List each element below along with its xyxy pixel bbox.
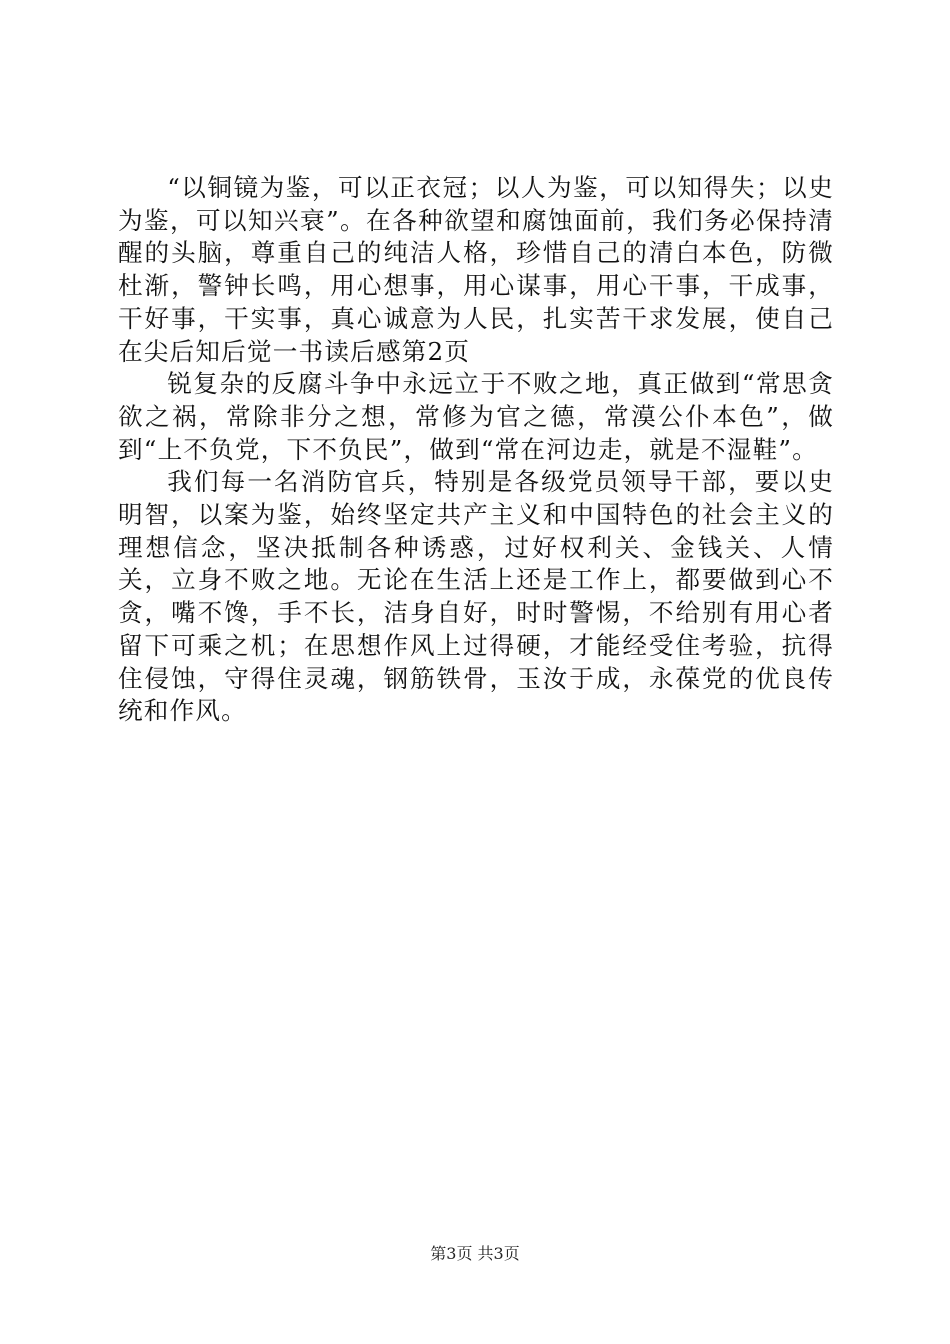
paragraph-1: “以铜镜为鉴，可以正衣冠；以人为鉴，可以知得失；以史为鉴，可以知兴衰”。在各种欲望和腐蚀面前，我们务必保持清醒的头脑，尊重自己的纯洁人格，珍惜自己的清白本色，防微杜渐，警钟长鸣，用心想事，用心谋事，用心干事，干成事，干好事，干实事，真心诚意为人民，扎实苦干求发展，使自己在尖后知后觉一书读后感第2页 — [118, 173, 834, 366]
document-body — [118, 172, 834, 728]
page-footer: 第3页 共3页 — [430, 1244, 520, 1263]
paragraph-2: 锐复杂的反腐斗争中永远立于不败之地，真正做到“常思贪欲之祸，常除非分之想，常修为官之德，常漠公仆本色”，做到“上不负党，下不负民”，做到“常在河边走，就是不湿鞋”。 — [118, 369, 834, 464]
paragraph-3: 我们每一名消防官兵，特别是各级党员领导干部，要以史明智，以案为鉴，始终坚定共产主义和中国特色的社会主义的理想信念，坚决抵制各种诱惑，过好权利关、金钱关、人情关，立身不败之地。无论在生活上还是工作上，都要做到心不贪，嘴不馋，手不长，洁身自好，时时警惕，不给别有用心者留下可乘之机；在思想作风上过得硬，才能经受住考验，抗得住侵蚀，守得住灵魂，钢筋铁骨，玉汝于成，永葆党的优良传统和作风。 — [118, 467, 834, 726]
